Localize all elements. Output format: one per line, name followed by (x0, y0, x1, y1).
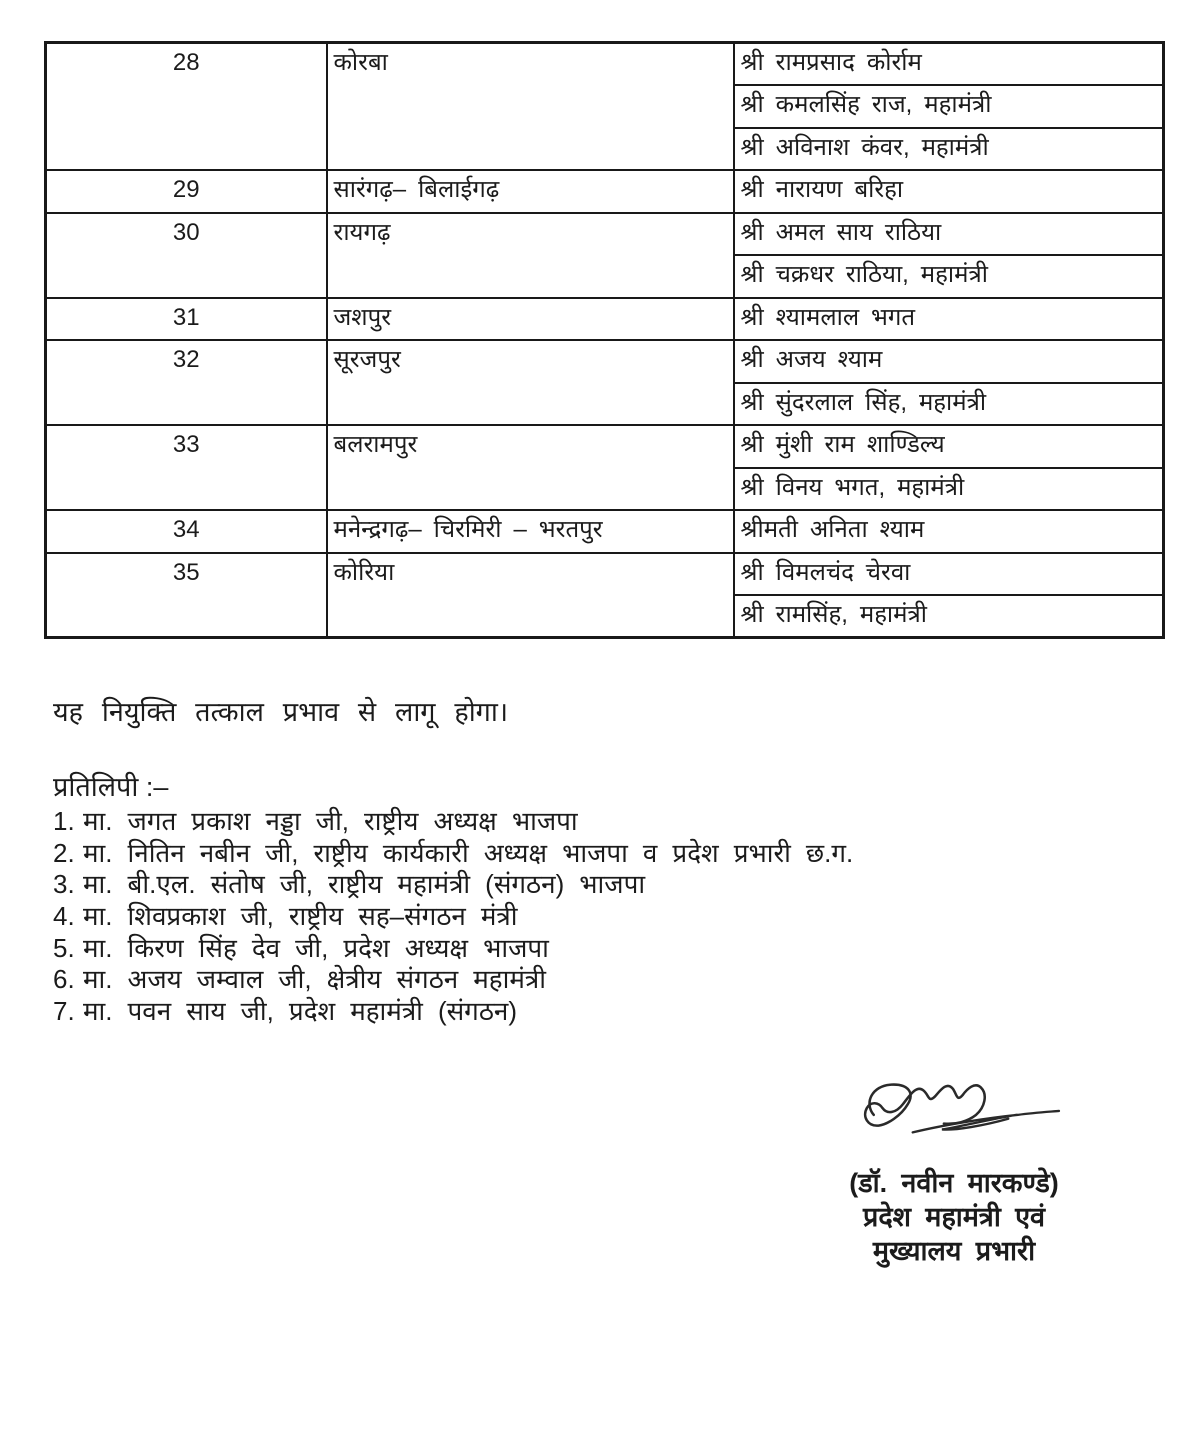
name-cell: श्री मुंशी राम शाण्डिल्य (734, 425, 1164, 468)
name-cell: श्री श्यामलाल भगत (734, 298, 1164, 341)
copy-item-text: मा. अजय जम्वाल जी, क्षेत्रीय संगठन महामंत्री (83, 964, 546, 995)
copy-item-number: 1. (53, 806, 75, 836)
name-cell: श्री अमल साय राठिया (734, 213, 1164, 256)
copy-item-number: 4. (53, 901, 75, 932)
serial-cell: 34 (46, 510, 327, 553)
name-cell: श्री विनय भगत, महामंत्री (734, 468, 1164, 511)
copy-item-number: 3. (53, 869, 75, 900)
copies-list (53, 806, 853, 1028)
district-cell: मनेन्द्रगढ़– चिरमिरी – भरतपुर (327, 510, 734, 553)
name-cell: श्री चक्रधर राठिया, महामंत्री (734, 255, 1164, 298)
table-row (46, 553, 1164, 596)
name-cell: श्री रामप्रसाद कोर्राम (734, 43, 1164, 86)
copy-item-text: मा. पवन साय जी, प्रदेश महामंत्री (संगठन) (83, 996, 518, 1027)
district-cell: सूरजपुर (327, 340, 734, 425)
table-row (46, 213, 1164, 256)
copy-item-text: मा. नितिन नबीन जी, राष्ट्रीय कार्यकारी अध्यक्ष भाजपा व प्रदेश प्रभारी छ.ग. (83, 837, 854, 868)
signatory-title-line2: मुख्यालय प्रभारी (872, 1236, 1036, 1266)
serial-cell: 29 (46, 170, 327, 213)
copy-item-number: 5. (53, 932, 75, 963)
name-cell: श्री विमलचंद चेरवा (734, 553, 1164, 596)
name-cell: श्री नारायण बरिहा (734, 170, 1164, 213)
district-cell: रायगढ़ (327, 213, 734, 298)
table-row (46, 170, 1164, 213)
copy-item-text: मा. किरण सिंह देव जी, प्रदेश अध्यक्ष भाजपा (83, 932, 549, 963)
name-cell: श्री अजय श्याम (734, 340, 1164, 383)
name-cell: श्री कमलसिंह राज, महामंत्री (734, 85, 1164, 128)
copy-item-text: मा. बी.एल. संतोष जी, राष्ट्रीय महामंत्री (संगठन) भाजपा (83, 869, 646, 900)
signatory-name: (डॉ. नवीन मारकण्डे) (849, 1168, 1059, 1198)
district-cell: बलरामपुर (327, 425, 734, 510)
serial-cell: 31 (46, 298, 327, 341)
district-cell: जशपुर (327, 298, 734, 341)
serial-cell: 32 (46, 340, 327, 425)
serial-cell: 35 (46, 553, 327, 638)
copy-item (53, 806, 853, 838)
copy-item (53, 996, 853, 1028)
effective-immediately-line: यह नियुक्ति तत्काल प्रभाव से लागू होगा। (53, 697, 509, 727)
copy-item-number: 6. (53, 964, 75, 995)
table-row (46, 425, 1164, 468)
copy-item (53, 933, 853, 965)
table-row (46, 340, 1164, 383)
serial-cell: 28 (46, 43, 327, 171)
name-cell: श्री सुंदरलाल सिंह, महामंत्री (734, 383, 1164, 426)
copy-item (53, 901, 853, 933)
district-cell: कोरबा (327, 43, 734, 171)
copy-item-text: मा. शिवप्रकाश जी, राष्ट्रीय सह–संगठन मंत्री (83, 901, 518, 932)
signature-icon (852, 1070, 1067, 1148)
copy-item-number: 7. (53, 996, 75, 1027)
name-cell: श्रीमती अनिता श्याम (734, 510, 1164, 553)
district-cell: सारंगढ़– बिलाईगढ़ (327, 170, 734, 213)
district-cell: कोरिया (327, 553, 734, 638)
signatory-block (818, 1166, 1090, 1268)
name-cell: श्री अविनाश कंवर, महामंत्री (734, 128, 1164, 171)
copy-item (53, 964, 853, 996)
name-cell: श्री रामसिंह, महामंत्री (734, 595, 1164, 638)
copy-item (53, 838, 853, 870)
table-row (46, 43, 1164, 86)
table-row (46, 298, 1164, 341)
signature-image (852, 1070, 1067, 1148)
appointment-table (44, 41, 1165, 639)
serial-cell: 33 (46, 425, 327, 510)
copy-item (53, 869, 853, 901)
signatory-title-line1: प्रदेश महामंत्री एवं (862, 1202, 1046, 1232)
serial-cell: 30 (46, 213, 327, 298)
copy-item-number: 2. (53, 837, 75, 868)
table-row (46, 510, 1164, 553)
copies-heading: प्रतिलिपी :– (53, 772, 169, 802)
copy-item-text: मा. जगत प्रकाश नड्डा जी, राष्ट्रीय अध्यक्ष भाजपा (83, 806, 578, 836)
